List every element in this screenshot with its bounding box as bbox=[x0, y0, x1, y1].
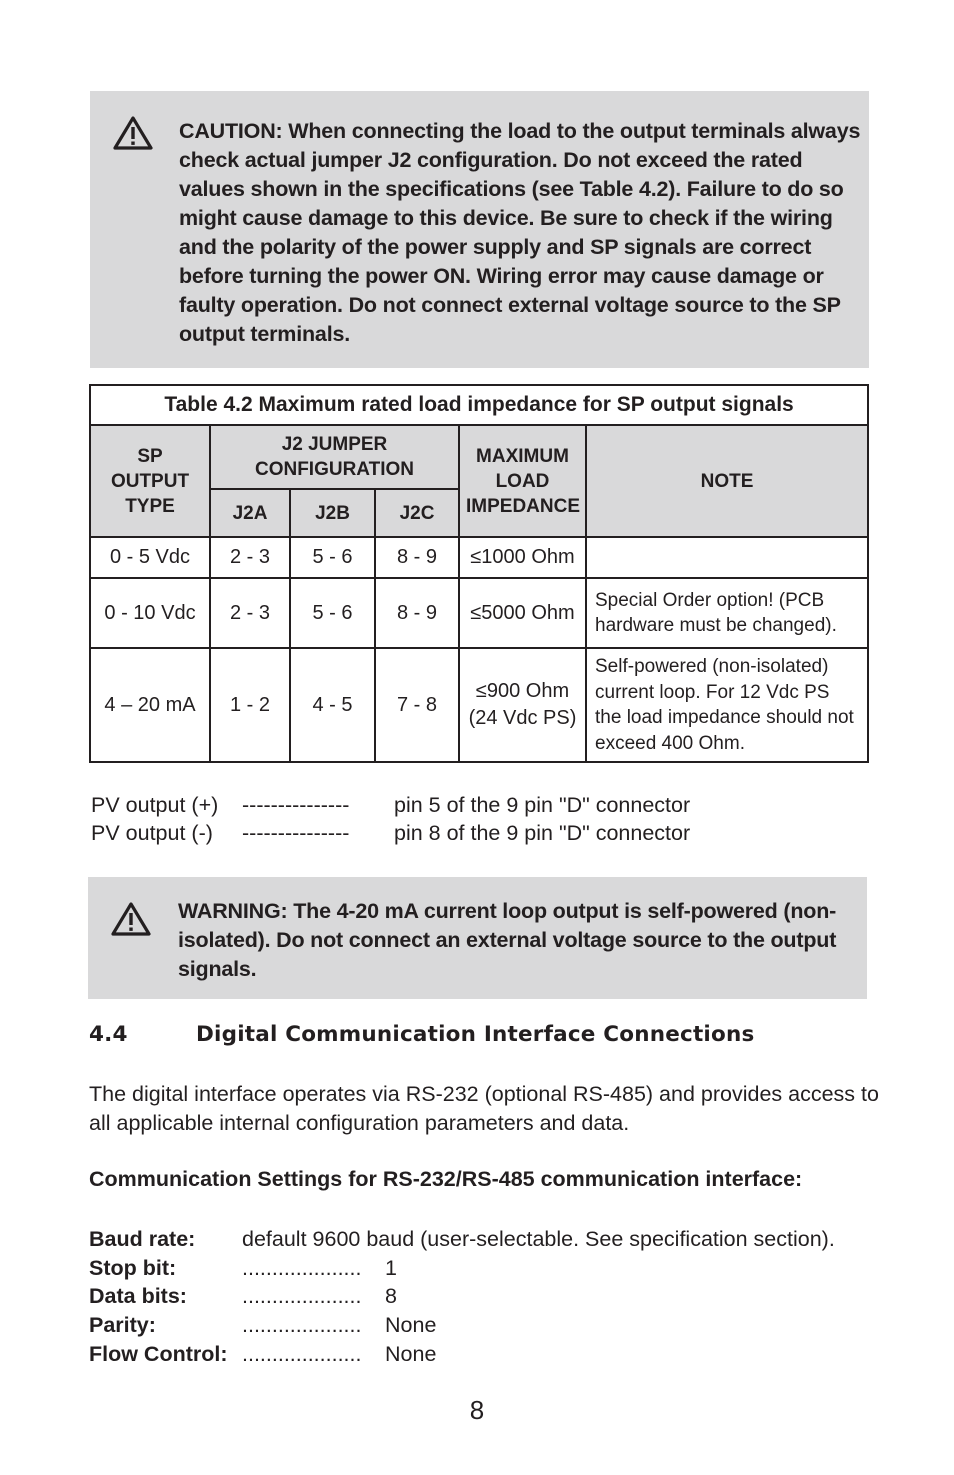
cell-j2b: 4 - 5 bbox=[290, 648, 375, 762]
page-number: 8 bbox=[469, 1395, 485, 1425]
header-j2c: J2C bbox=[375, 489, 459, 537]
setting-label: Baud rate: bbox=[89, 1227, 196, 1251]
cell-impedance: ≤1000 Ohm bbox=[459, 537, 586, 578]
table-row bbox=[90, 537, 868, 578]
caution-text: CAUTION: When connecting the load to the output terminals always check actual jumper J2 configuration. Do not exceed the rated values shown in the specifications (see Table 4.2). Failure to do so might cause damage to this device. Be sure to check if the wiring and the polarity of the power supply and SP signals are correct before turning the power ON. Wiring error may cause damage or faulty operation. Do not connect external voltage source to the SP output terminals. bbox=[179, 119, 861, 346]
cell-note bbox=[586, 537, 868, 578]
setting-dots: .................... bbox=[242, 1313, 362, 1337]
cell-note: Special Order option! (PCB hardware must be changed). bbox=[586, 578, 868, 648]
table-caption: Table 4.2 Maximum rated load impedance for SP output signals bbox=[90, 385, 868, 425]
section-intro: The digital interface operates via RS-232 (optional RS-485) and provides access to all applicable internal configuration parameters and data. bbox=[89, 1082, 879, 1135]
cell-impedance: ≤5000 Ohm bbox=[459, 578, 586, 648]
warning-text: WARNING: The 4-20 mA current loop output is self-powered (non-isolated). Do not connect an external voltage source to the output signals. bbox=[178, 899, 837, 981]
cell-j2a: 2 - 3 bbox=[210, 578, 290, 648]
section-heading bbox=[89, 1022, 755, 1047]
pv-output-value: pin 8 of the 9 pin "D" connector bbox=[394, 821, 691, 845]
pv-output-value: pin 5 of the 9 pin "D" connector bbox=[394, 793, 691, 817]
cell-j2c: 7 - 8 bbox=[375, 648, 459, 762]
caution-box bbox=[90, 91, 869, 368]
cell-type: 0 - 10 Vdc bbox=[90, 578, 210, 648]
cell-j2c: 8 - 9 bbox=[375, 578, 459, 648]
settings-heading: Communication Settings for RS-232/RS-485 communication interface: bbox=[89, 1167, 803, 1191]
setting-label: Data bits: bbox=[89, 1284, 187, 1308]
setting-value: 1 bbox=[385, 1256, 397, 1280]
header-sp-output-type: SP OUTPUT TYPE bbox=[90, 425, 210, 537]
cell-j2a: 2 - 3 bbox=[210, 537, 290, 578]
table-row bbox=[90, 578, 868, 648]
header-j2a: J2A bbox=[210, 489, 290, 537]
header-max-load: MAXIMUM LOAD IMPEDANCE bbox=[459, 425, 586, 537]
cell-type: 0 - 5 Vdc bbox=[90, 537, 210, 578]
cell-j2b: 5 - 6 bbox=[290, 537, 375, 578]
warning-box bbox=[88, 877, 867, 999]
cell-impedance bbox=[459, 648, 586, 762]
pv-output-label: PV output (-) bbox=[91, 821, 213, 845]
impedance-subnote: (24 Vdc PS) bbox=[468, 707, 577, 729]
cell-type: 4 – 20 mA bbox=[90, 648, 210, 762]
load-impedance-table bbox=[89, 384, 869, 763]
warning-triangle-icon bbox=[112, 115, 154, 151]
setting-value: None bbox=[385, 1313, 437, 1337]
setting-value: None bbox=[385, 1342, 437, 1366]
setting-dots: .................... bbox=[242, 1284, 362, 1308]
setting-value: default 9600 baud (user-selectable. See specification section). bbox=[242, 1227, 835, 1251]
setting-dots: .................... bbox=[242, 1342, 362, 1366]
setting-dots: .................... bbox=[242, 1256, 362, 1280]
header-note: NOTE bbox=[586, 425, 868, 537]
pv-output-label: PV output (+) bbox=[91, 793, 219, 817]
pv-output-dashes: --------------- bbox=[242, 821, 350, 845]
table-row bbox=[90, 648, 868, 762]
pv-output-dashes: --------------- bbox=[242, 793, 350, 817]
setting-label: Stop bit: bbox=[89, 1256, 177, 1280]
section-title: Digital Communication Interface Connections bbox=[196, 1022, 755, 1047]
cell-j2c: 8 - 9 bbox=[375, 537, 459, 578]
header-j2-jumper: J2 JUMPER CONFIGURATION bbox=[210, 425, 459, 489]
setting-label: Parity: bbox=[89, 1313, 156, 1337]
warning-triangle-icon bbox=[110, 901, 152, 937]
cell-j2a: 1 - 2 bbox=[210, 648, 290, 762]
impedance-value: ≤900 Ohm bbox=[475, 680, 570, 702]
cell-note: Self-powered (non-isolated) current loop. For 12 Vdc PS the load impedance should not exceed 400 Ohm. bbox=[586, 648, 868, 762]
setting-label: Flow Control: bbox=[89, 1342, 228, 1366]
setting-value: 8 bbox=[385, 1284, 397, 1308]
cell-j2b: 5 - 6 bbox=[290, 578, 375, 648]
section-number: 4.4 bbox=[89, 1022, 128, 1047]
header-j2b: J2B bbox=[290, 489, 375, 537]
